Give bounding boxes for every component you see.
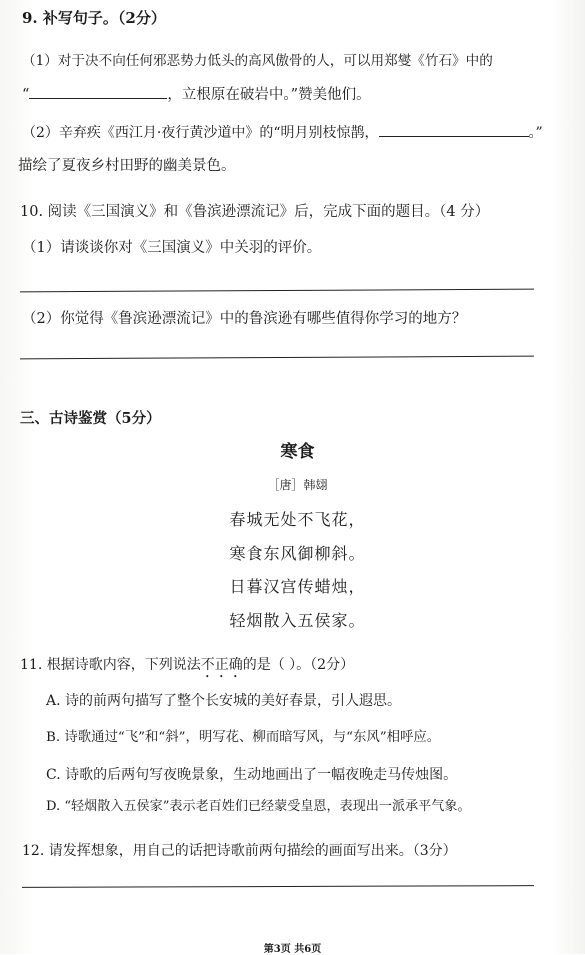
q11-title-end: 的是（ ）。（2分） [242, 657, 355, 673]
q11-option-d[interactable]: D. “轻烟散入五侯家”表示老百姓们已经蒙受皇恩，表现出一派承平气象。 [46, 799, 471, 814]
q11-title-emphasis: 不正确 [200, 657, 243, 673]
q9-part1-line2 [22, 86, 371, 104]
q11-option-a[interactable]: A. 诗的前两句描写了整个长安城的美好春景，引人遐思。 [46, 693, 402, 709]
q12-answer-line[interactable] [22, 885, 534, 888]
q9-part1-line2-text: ，立根原在破岩中。”赞美他们。 [167, 87, 371, 103]
q10-answer-line-2[interactable] [20, 356, 534, 360]
poem-line-1: 春城无处不飞花， [229, 510, 366, 529]
q11-title-start: 11. 根据诗歌内容，下列说法 [20, 657, 201, 673]
section-heading: 三、古诗鉴赏（5分） [20, 410, 161, 427]
q10-title: 10. 阅读《三国演义》和《鲁滨逊漂流记》后，完成下面的题目。（4 分） [20, 204, 490, 220]
q10-sub2: （2）你觉得《鲁滨逊漂流记》中的鲁滨逊有哪些值得你学习的地方？ [22, 311, 467, 327]
poem-line-2: 寒食东风御柳斜。 [229, 544, 366, 563]
q12-title: 12. 请发挥想象，用自己的话把诗歌前两句描绘的画面写出来。（3分） [22, 843, 457, 859]
q11-option-b[interactable]: B. 诗歌通过“飞”和“斜”，明写花、柳而暗写风，与“东风”相呼应。 [46, 730, 441, 745]
page-number: 第3页 共6页 [263, 944, 322, 955]
q11-title [20, 656, 354, 681]
q9-blank-1[interactable] [29, 86, 167, 99]
q9-part2-close: 。” [528, 125, 543, 141]
q9-part2-line2: 描绘了夏夜乡村田野的幽美景色。 [18, 158, 236, 174]
q9-blank-2[interactable] [379, 124, 529, 137]
q11-option-c[interactable]: C. 诗歌的后两句写夜晚景象，生动地画出了一幅夜晚走马传烛图。 [46, 767, 458, 783]
q9-open-quote: “ [22, 87, 30, 103]
q9-part2-text: （2）辛弃疾《西江月·夜行黄沙道中》的“明月别枝惊鹊， [22, 125, 379, 141]
poem-title: 寒食 [280, 442, 315, 462]
q10-sub1: （1）请谈谈你对《三国演义》中关羽的评价。 [22, 240, 322, 256]
q9-title: 9. 补写句子。（2分） [22, 9, 166, 27]
q10-answer-line-1[interactable] [20, 289, 534, 293]
poem-line-4: 轻烟散入五侯家。 [229, 611, 366, 630]
poem-author: ［唐］韩翃 [267, 478, 328, 492]
q9-part2-line1 [22, 124, 543, 142]
poem-line-3: 日暮汉宫传蜡烛， [229, 577, 366, 596]
q9-part1-line1: （1）对于决不向任何邪恶势力低头的高风傲骨的人，可以用郑燮《竹石》中的 [22, 53, 493, 69]
